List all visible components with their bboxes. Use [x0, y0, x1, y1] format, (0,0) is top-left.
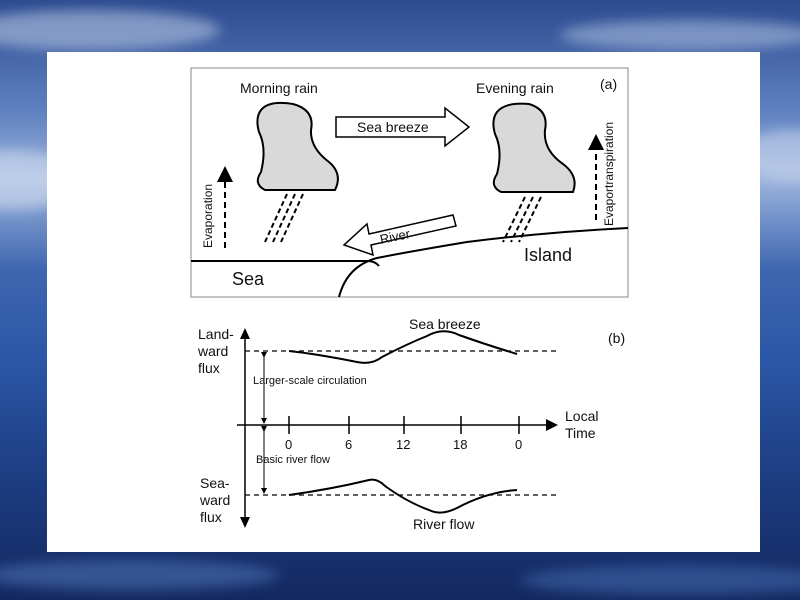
- tick-label-18: 18: [453, 437, 468, 452]
- evening-rain-label: Evening rain: [476, 80, 554, 96]
- figure: [47, 52, 760, 552]
- basic-river-flow-label: Basic river flow: [256, 454, 330, 466]
- flux-axis-top-arrow: [240, 328, 250, 339]
- time-axis-label-line2: Time: [565, 425, 596, 441]
- evapotranspiration-label: Evaportranspiration: [602, 121, 616, 226]
- tick-label-6: 6: [345, 437, 353, 452]
- landward-flux-label-line1: Land-: [198, 326, 234, 342]
- seaward-flux-label-line2: ward: [200, 492, 231, 508]
- flux-axis-bottom-arrow: [240, 517, 250, 528]
- landward-flux-label-line2: ward: [198, 343, 229, 359]
- river-flow-curve: [289, 480, 517, 513]
- background-wave: [0, 560, 280, 590]
- background-cloud: [560, 20, 800, 50]
- sea-label: Sea: [232, 269, 265, 289]
- sea-breeze-label-a: Sea breeze: [357, 119, 429, 135]
- seaward-flux-label-line3: flux: [200, 509, 222, 525]
- background-cloud: [0, 10, 220, 50]
- evaporation-label: Evaporation: [201, 183, 215, 248]
- river-label: River: [378, 225, 412, 247]
- slide-card: [47, 52, 760, 552]
- panel-b-tag: (b): [608, 330, 626, 346]
- seaward-flux-label-line1: Sea-: [200, 475, 230, 491]
- background-wave: [520, 565, 800, 595]
- landward-flux-label-line3: flux: [198, 360, 220, 376]
- sea-breeze-label-b: Sea breeze: [409, 316, 481, 332]
- morning-rain-label: Morning rain: [240, 80, 318, 96]
- tick-label-12: 12: [396, 437, 411, 452]
- panel-b: [197, 316, 625, 532]
- island-label: Island: [524, 245, 573, 265]
- time-axis-label-line1: Local: [565, 408, 599, 424]
- tick-label-0: 0: [285, 437, 293, 452]
- larger-scale-label: Larger-scale circulation: [253, 375, 367, 387]
- sea-breeze-curve: [289, 331, 517, 363]
- tick-label-0-end: 0: [515, 437, 523, 452]
- panel-a: [191, 68, 628, 297]
- river-flow-label: River flow: [413, 516, 475, 532]
- panel-a-tag: (a): [600, 76, 618, 92]
